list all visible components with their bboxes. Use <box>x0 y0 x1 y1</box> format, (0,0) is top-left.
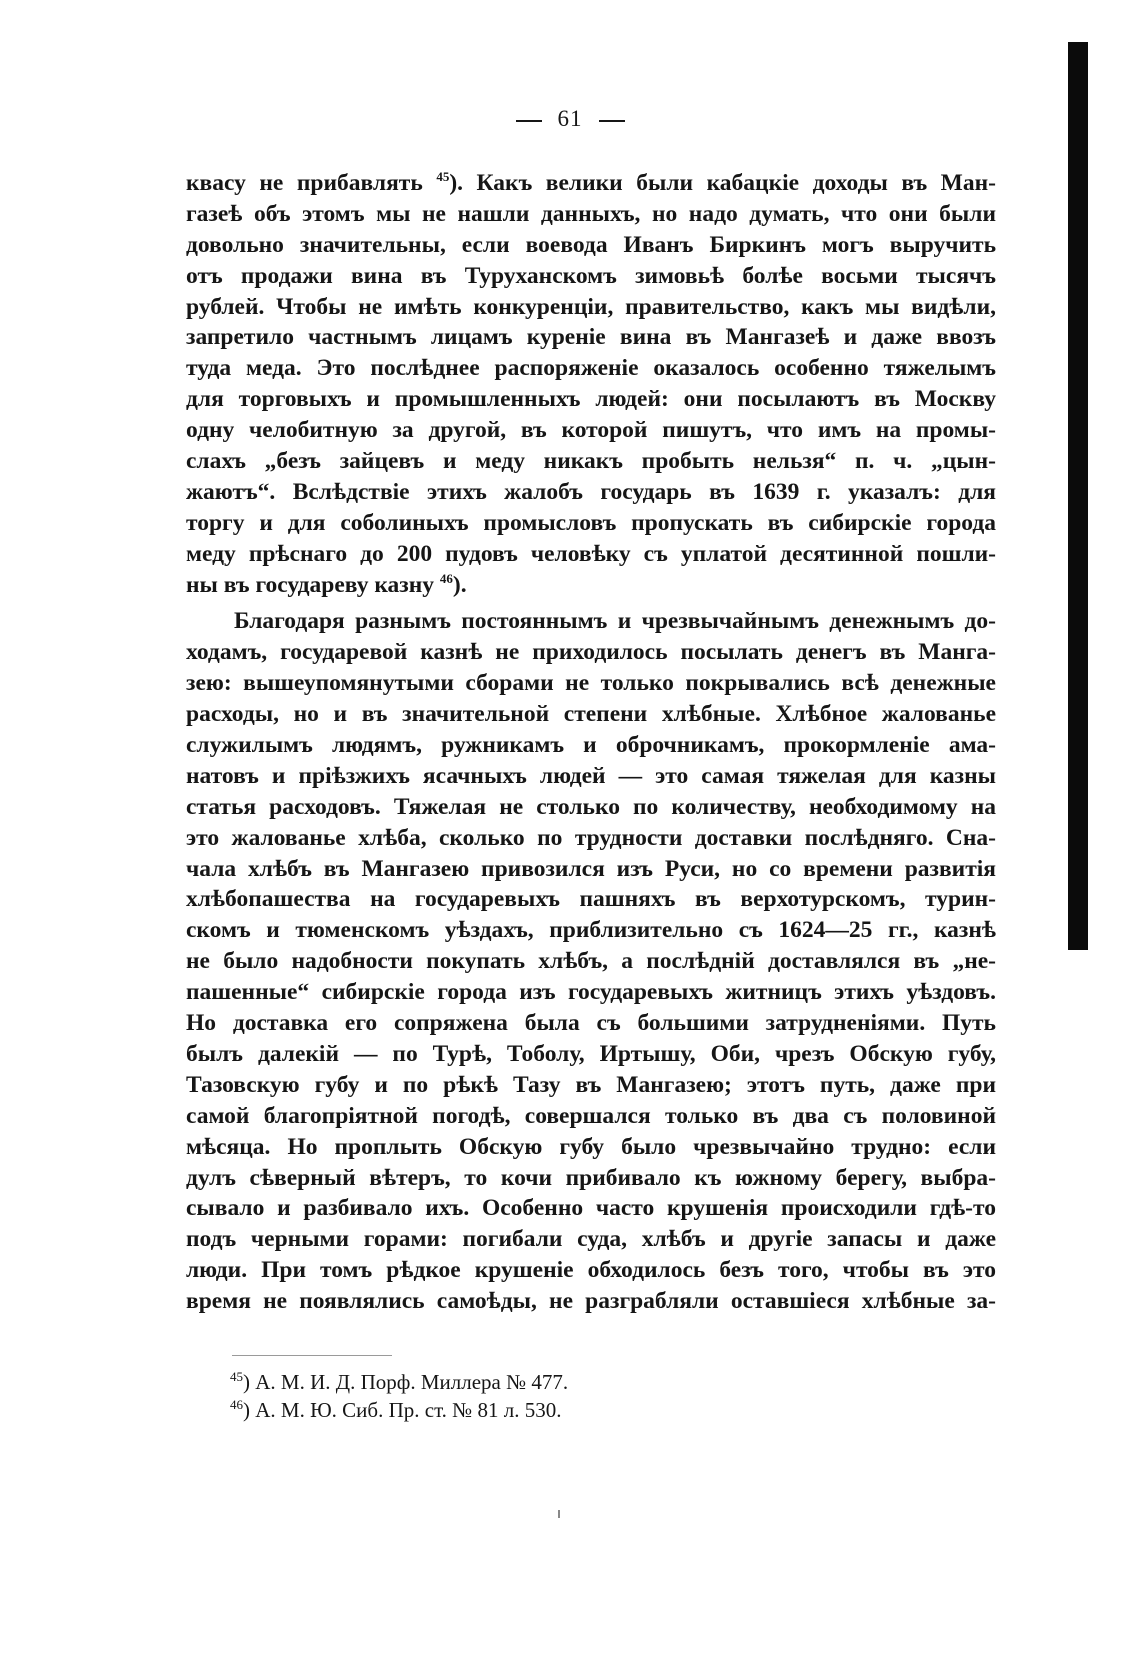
text-line: чала хлѣбъ въ Мангазею привозился изъ Руси, но со времени развитія <box>186 855 996 882</box>
text-segment: отъ продажи вина въ Туруханскомъ зимовьѣ болѣе восьми тысячъ <box>186 262 996 289</box>
text-line <box>186 446 996 477</box>
footnotes <box>230 1368 930 1424</box>
text-line: подъ черными горами: погибали суда, хлѣбъ и другіе запасы и даже <box>186 1226 996 1253</box>
footnote-ref: 46 <box>439 570 453 586</box>
text-line: время не появлялись самоѣды, не разграбляли оставшіеся хлѣбные за- <box>186 1288 996 1315</box>
text-line <box>186 539 996 570</box>
text-line: скомъ и тюменскомъ уѣздахъ, приблизительно съ 1624—25 гг., казнѣ <box>186 917 996 944</box>
text-line: зею: вышеупомянутыми сборами не только покрывались всѣ денежные <box>186 670 996 697</box>
text-line: служилымъ людямъ, ружникамъ и оброчникамъ, прокормленіе ама- <box>186 732 996 759</box>
paragraph-1 <box>186 168 996 600</box>
text-line: былъ далекій — по Турѣ, Тоболу, Иртышу, Оби, чрезъ Обскую губу, <box>186 1040 996 1067</box>
text-line <box>186 353 996 384</box>
text-segment: ны въ государеву казну <box>186 571 440 598</box>
text-segment: одну челобитную за другой, въ которой пишутъ, что имъ на промы- <box>186 417 996 444</box>
footnote-text: ) А. М. И. Д. Порф. Миллера № 477. <box>243 1370 569 1394</box>
text-segment: рублей. Чтобы не имѣть конкуренціи, правительство, какъ мы видѣли, <box>186 293 996 320</box>
text-line: натовъ и пріѣзжихъ ясачныхъ людей — это самая тяжелая для казны <box>186 762 996 789</box>
text-segment: довольно значительны, если воевода Иванъ Биркинъ могъ выручить <box>186 231 996 258</box>
body-text <box>186 168 996 1317</box>
page-number: 61 <box>557 106 583 131</box>
text-line <box>186 261 996 292</box>
page-number-header <box>0 106 1140 132</box>
text-line: самой благопріятной погодѣ, совершался только въ два съ половиной <box>186 1102 996 1129</box>
text-line: расходы, но и въ значительной степени хлѣбные. Хлѣбное жалованье <box>186 701 996 728</box>
text-segment: жаютъ“. Вслѣдствіе этихъ жалобъ государь въ 1639 г. указалъ: для <box>186 478 996 505</box>
footnote-line <box>230 1368 930 1396</box>
text-line <box>186 570 996 601</box>
text-segment: туда меда. Это послѣднее распоряженіе оказалось особенно тяжелымъ <box>186 355 996 382</box>
text-line: статья расходовъ. Тяжелая не столько по количеству, необходимому на <box>186 793 996 820</box>
text-line <box>186 230 996 261</box>
footnote-rule <box>232 1355 392 1356</box>
text-line <box>186 292 996 323</box>
text-line <box>186 477 996 508</box>
text-line <box>186 384 996 415</box>
text-line: Благодаря разнымъ постояннымъ и чрезвычайнымъ денежнымъ до- <box>234 608 996 635</box>
footnote-mark: 46 <box>230 1397 243 1412</box>
text-line <box>186 168 996 199</box>
text-line <box>186 415 996 446</box>
text-segment: меду прѣснаго до 200 пудовъ человѣку съ уплатой десятинной пошли- <box>186 540 996 567</box>
text-line: дулъ сѣверный вѣтеръ, то кочи прибивало къ южному берегу, выбра- <box>186 1164 996 1191</box>
text-line: пашенные“ сибирскіе города изъ государевыхъ житницъ этихъ уѣздовъ. <box>186 979 996 1006</box>
footnote-line <box>230 1396 930 1424</box>
text-line: Но доставка его сопряжена была съ большими затрудненіями. Путь <box>186 1010 996 1037</box>
text-segment: ). <box>452 571 467 598</box>
text-segment: ). Какъ велики были кабацкіе доходы въ Ман- <box>449 170 996 196</box>
text-line <box>186 322 996 353</box>
text-line: хлѣбопашества на государевыхъ пашняхъ въ верхотурскомъ, турин- <box>186 886 996 913</box>
text-segment: квасу не прибавлять <box>186 170 437 196</box>
text-segment: слахъ „безъ зайцевъ и меду никакъ пробыть нельзя“ п. ч. „цын- <box>186 448 996 475</box>
text-line: ходамъ, государевой казнѣ не приходилось посылать денегъ въ Манга- <box>186 639 996 666</box>
scan-speck <box>558 1510 560 1518</box>
text-segment: запретило частнымъ лицамъ куреніе вина въ Мангазеѣ и даже ввозъ <box>186 324 996 351</box>
text-line: Тазовскую губу и по рѣкѣ Тазу въ Мангазею; этотъ путь, даже при <box>186 1071 996 1098</box>
text-line: сывало и разбивало ихъ. Особенно часто крушенія происходили гдѣ-то <box>186 1195 996 1222</box>
page-number-dash-left <box>516 120 542 122</box>
text-segment: газеѣ объ этомъ мы не нашли данныхъ, но надо думать, что они были <box>186 200 996 227</box>
text-line: это жалованье хлѣба, сколько по трудности доставки послѣдняго. Сна- <box>186 824 996 851</box>
text-segment: торгу и для соболиныхъ промысловъ пропускать въ сибирскіе города <box>186 509 996 536</box>
text-line <box>186 508 996 539</box>
text-segment: для торговыхъ и промышленныхъ людей: они посылаютъ въ Москву <box>186 386 996 413</box>
scan-edge-bar <box>1068 42 1088 950</box>
text-line: не было надобности покупать хлѣбъ, а послѣдній доставлялся въ „не- <box>186 948 996 975</box>
footnote-mark: 45 <box>230 1369 243 1384</box>
paragraph-2 <box>186 606 996 1316</box>
text-line <box>186 199 996 230</box>
page-number-dash-right <box>599 120 625 122</box>
footnote-text: ) А. М. Ю. Сиб. Пр. ст. № 81 л. 530. <box>243 1398 562 1422</box>
text-line: мѣсяца. Но проплыть Обскую губу было чрезвычайно трудно: если <box>186 1133 996 1160</box>
footnote-ref: 45 <box>436 169 450 185</box>
text-line: люди. При томъ рѣдкое крушеніе обходилось безъ того, чтобы въ это <box>186 1257 996 1284</box>
